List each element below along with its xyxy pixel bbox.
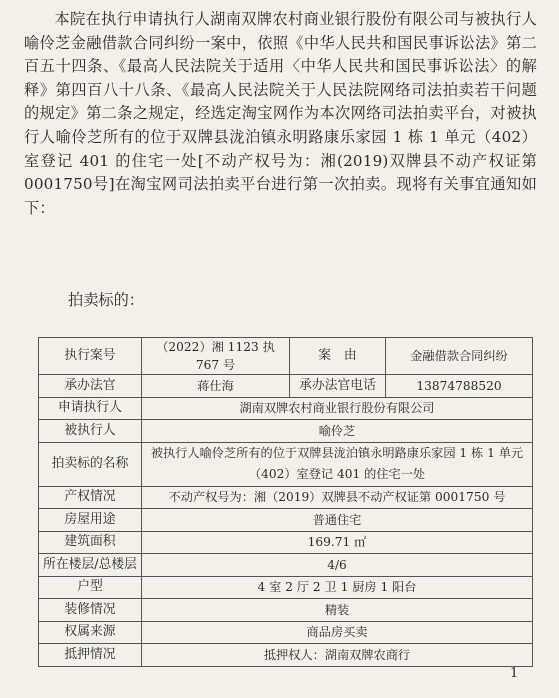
applicant-value: 湖南双牌农村商业银行股份有限公司 bbox=[142, 397, 533, 420]
case-no-label: 执行案号 bbox=[39, 338, 142, 375]
table-row bbox=[39, 621, 533, 644]
use-label: 房屋用途 bbox=[39, 509, 142, 532]
table-row bbox=[39, 509, 533, 532]
cause-label: 案 由 bbox=[290, 338, 386, 375]
auction-info-table bbox=[38, 337, 533, 667]
table-row bbox=[39, 554, 533, 577]
floor-value: 4/6 bbox=[142, 554, 533, 577]
case-no-value: （2022）湘 1123 执 767 号 bbox=[142, 338, 290, 375]
decoration-label: 装修情况 bbox=[39, 599, 142, 622]
page-number: 1 bbox=[510, 666, 519, 681]
table-row bbox=[39, 576, 533, 599]
table-row bbox=[39, 531, 533, 554]
source-label: 权属来源 bbox=[39, 621, 142, 644]
table-row bbox=[39, 599, 533, 622]
judge-phone-value: 13874788520 bbox=[386, 375, 533, 398]
area-value: 169.71 ㎡ bbox=[142, 531, 533, 554]
notice-paragraph: 本院在执行申请执行人湖南双牌农村商业银行股份有限公司与被执行人喻伶芝金融借款合同纠纷一案中，依照《中华人民共和国民事诉讼法》第二百五十四条、《最高人民法院关于适用〈中华人民共和国民事诉讼法〉的解释》第四百八十八条、《最高人民法院关于人民法院网络司法拍卖若干问题的规定》第二条之规定，经选定淘宝网作为本次网络司法拍卖平台，对被执行人喻伶芝所有的位于双牌县泷泊镇永明路康乐家园 1 栋 1 单元（402）室登记 401 的住宅一处[不动产权号为：湘(2019)双牌县不动产权证第 0001750号]在淘宝网司法拍卖平台进行第一次拍卖。现将有关事宜通知如下： bbox=[24, 10, 537, 217]
floor-label: 所在楼层/总楼层 bbox=[39, 554, 142, 577]
title-value: 不动产权号为：湘（2019）双牌县不动产权证第 0001750 号 bbox=[142, 486, 533, 509]
layout-value: 4 室 2 厅 2 卫 1 厨房 1 阳台 bbox=[142, 576, 533, 599]
judge-label: 承办法官 bbox=[39, 375, 142, 398]
respondent-value: 喻伶芝 bbox=[142, 420, 533, 443]
table-row bbox=[39, 420, 533, 443]
table-row bbox=[39, 442, 533, 486]
table-row bbox=[39, 486, 533, 509]
judge-phone-label: 承办法官电话 bbox=[290, 375, 386, 398]
auction-subject-heading: 拍卖标的： bbox=[68, 291, 144, 309]
judge-value: 蒋仕海 bbox=[142, 375, 290, 398]
subject-name-label: 拍卖标的名称 bbox=[39, 442, 142, 486]
respondent-label: 被执行人 bbox=[39, 420, 142, 443]
mortgage-value: 抵押权人：湖南双牌农商行 bbox=[142, 644, 533, 667]
layout-label: 户型 bbox=[39, 576, 142, 599]
cause-value: 金融借款合同纠纷 bbox=[386, 338, 533, 375]
use-value: 普通住宅 bbox=[142, 509, 533, 532]
table-row bbox=[39, 644, 533, 667]
applicant-label: 申请执行人 bbox=[39, 397, 142, 420]
table-row bbox=[39, 397, 533, 420]
table-row bbox=[39, 338, 533, 375]
table-row bbox=[39, 375, 533, 398]
title-label: 产权情况 bbox=[39, 486, 142, 509]
mortgage-label: 抵押情况 bbox=[39, 644, 142, 667]
subject-name-value: 被执行人喻伶芝所有的位于双牌县泷泊镇永明路康乐家园 1 栋 1 单元（402）室登记 401 的住宅一处 bbox=[142, 442, 533, 486]
area-label: 建筑面积 bbox=[39, 531, 142, 554]
source-value: 商品房买卖 bbox=[142, 621, 533, 644]
decoration-value: 精装 bbox=[142, 599, 533, 622]
